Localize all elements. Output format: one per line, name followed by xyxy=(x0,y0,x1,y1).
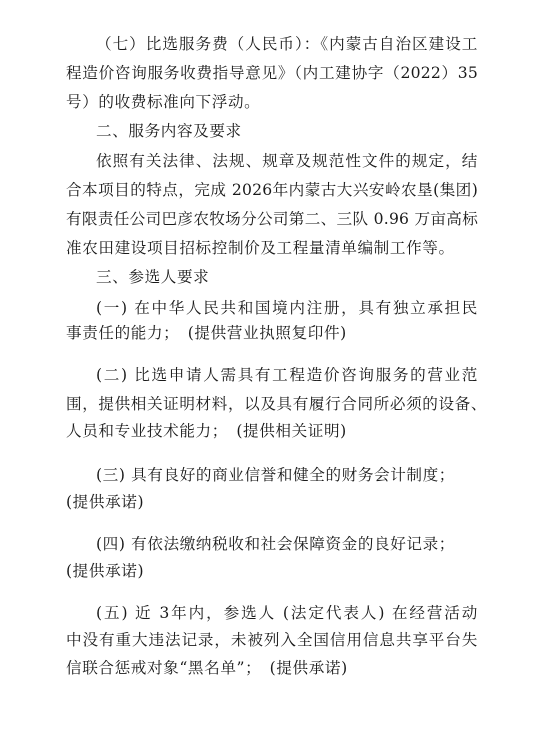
text-line: 中没有重大违法记录，未被列入全国信用信息共享平台失 xyxy=(66,631,478,649)
text-line: (一) 在中华人民共和国境内注册，具有独立承担民 xyxy=(96,299,478,317)
text-line: (五) 近 3年内，参选人 (法定代表人) 在经营活动 xyxy=(96,604,478,622)
text-line: 依照有关法律、法规、规章及规范性文件的规定，结 xyxy=(96,152,478,170)
text-line: (提供承诺) xyxy=(66,493,145,511)
text-line: (四) 有依法缴纳税收和社会保障资金的良好记录； xyxy=(96,535,455,553)
text-line: 信联合惩戒对象“黑名单”； (提供承诺) xyxy=(66,659,348,677)
section-heading: 三、参选人要求 xyxy=(96,268,210,286)
text-line: 准农田建设项目招标控制价及工程量清单编制工作等。 xyxy=(66,239,455,257)
text-line: 号）的收费标准向下浮动。 xyxy=(66,93,261,111)
text-line: (提供承诺) xyxy=(66,562,145,580)
text-line: 事责任的能力； (提供营业执照复印件) xyxy=(66,324,347,342)
section-heading: 二、服务内容及要求 xyxy=(96,122,242,140)
text-line: 围，提供相关证明材料，以及具有履行合同所必须的设备、 xyxy=(66,395,488,413)
text-line: 合本项目的特点，完成 2026年内蒙古大兴安岭农垦(集团) xyxy=(66,181,478,199)
text-line: (二) 比选申请人需具有工程造价咨询服务的营业范 xyxy=(96,366,478,384)
text-line: (三) 具有良好的商业信誉和健全的财务会计制度； xyxy=(96,466,455,484)
text-line: 有限责任公司巴彦农牧场分公司第二、三队 0.96 万亩高标 xyxy=(66,210,478,228)
text-line: 人员和专业技术能力； (提供相关证明) xyxy=(66,422,347,440)
text-line: （七）比选服务费（人民币）：《内蒙古自治区建设工 xyxy=(96,35,478,53)
text-line: 程造价咨询服务收费指导意见》（内工建协字（2022）35 xyxy=(66,64,478,82)
